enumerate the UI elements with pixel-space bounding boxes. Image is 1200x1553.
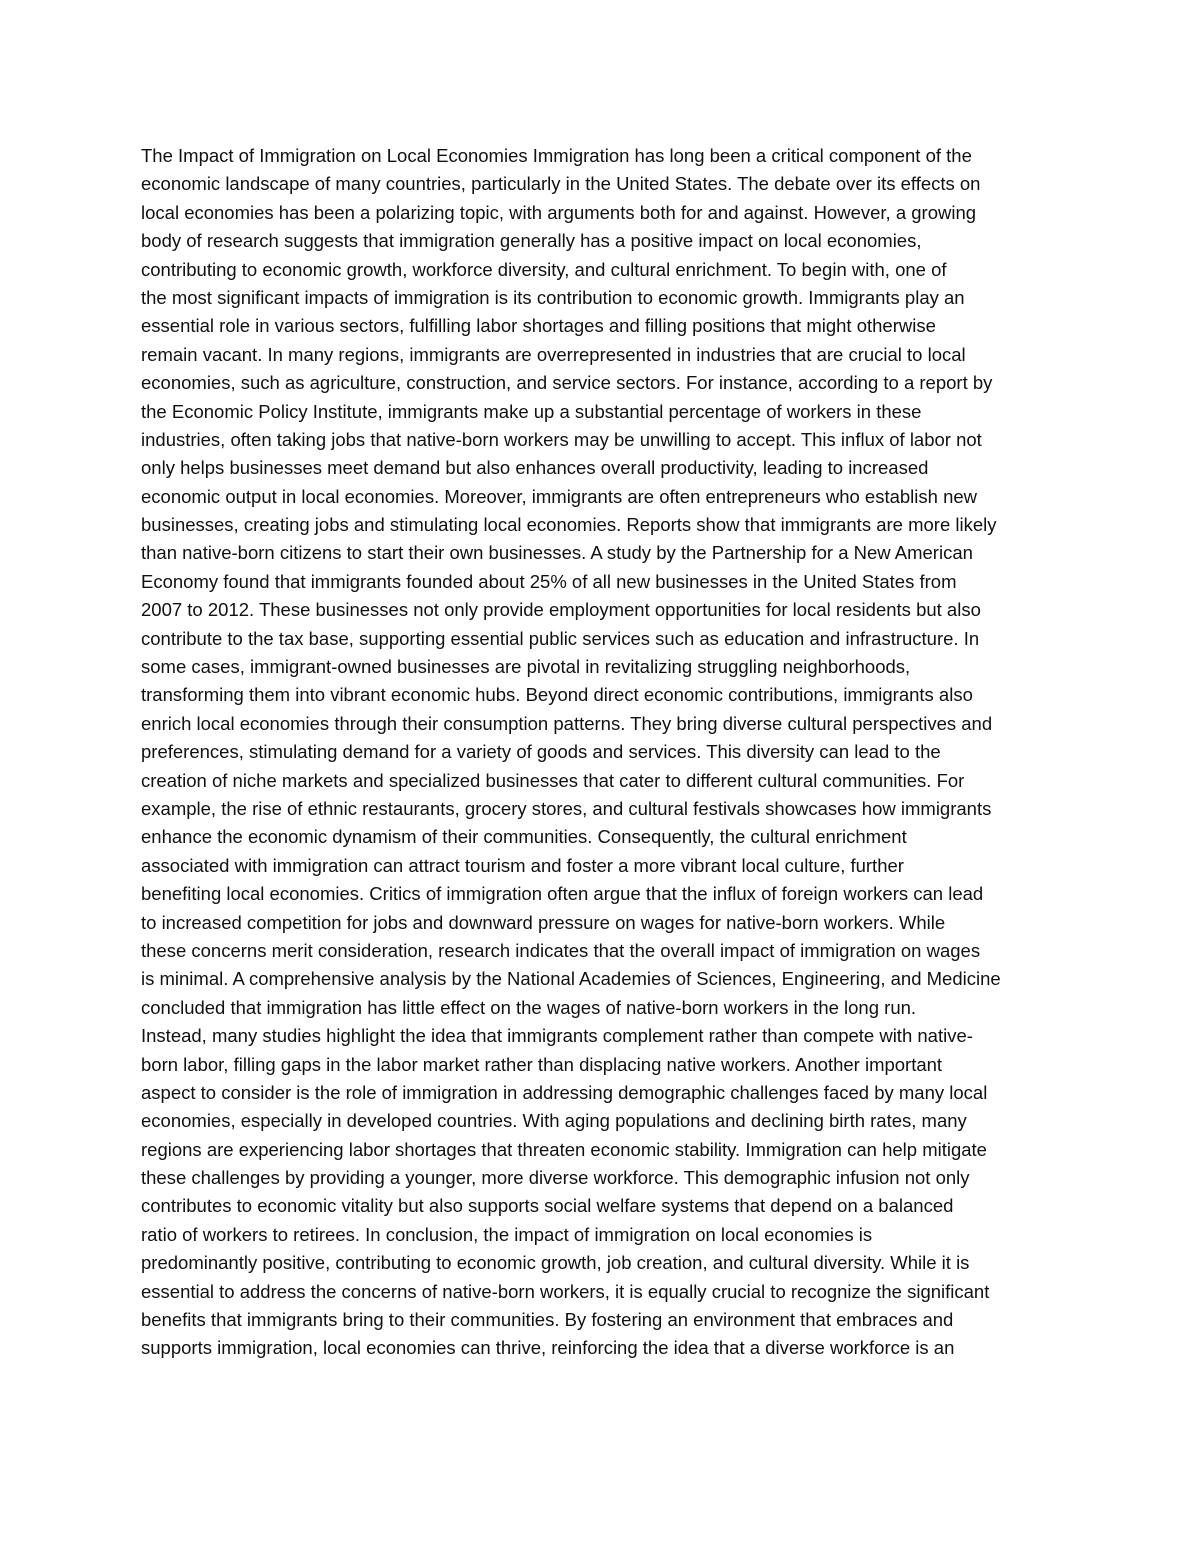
- text-line: born labor, filling gaps in the labor market rather than displacing native workers. Another important: [141, 1053, 943, 1075]
- text-line: some cases, immigrant-owned businesses are pivotal in revitalizing struggling neighborhoods,: [141, 656, 911, 678]
- text-line: to increased competition for jobs and downward pressure on wages for native-born workers. While: [141, 911, 946, 933]
- text-line: body of research suggests that immigration generally has a positive impact on local economies,: [141, 230, 922, 252]
- text-line: contributes to economic vitality but also supports social welfare systems that depend on a balanced: [141, 1195, 954, 1217]
- essay-body: [141, 142, 1071, 1363]
- text-line: the Economic Policy Institute, immigrants make up a substantial percentage of workers in these: [141, 400, 922, 422]
- text-line: benefits that immigrants bring to their communities. By fostering an environment that embraces and: [141, 1309, 954, 1331]
- text-line: transforming them into vibrant economic hubs. Beyond direct economic contributions, immigrants also: [141, 684, 973, 706]
- text-line: supports immigration, local economies can thrive, reinforcing the idea that a diverse workforce is an: [141, 1337, 955, 1359]
- text-line: Economy found that immigrants founded about 25% of all new businesses in the United States from: [141, 570, 957, 592]
- text-line: economies, especially in developed countries. With aging populations and declining birth rates, many: [141, 1110, 967, 1132]
- text-line: is minimal. A comprehensive analysis by the National Academies of Sciences, Engineering, and Medicine: [141, 968, 1001, 990]
- text-line: contribute to the tax base, supporting essential public services such as education and infrastructure. In: [141, 627, 980, 649]
- text-line: concluded that immigration has little effect on the wages of native-born workers in the long run.: [141, 996, 917, 1018]
- text-line: creation of niche markets and specialized businesses that cater to different cultural communities. For: [141, 769, 965, 791]
- text-line: predominantly positive, contributing to economic growth, job creation, and cultural diversity. While it is: [141, 1252, 970, 1274]
- text-line: example, the rise of ethnic restaurants, grocery stores, and cultural festivals showcases how immigrants: [141, 797, 992, 819]
- text-line: contributing to economic growth, workforce diversity, and cultural enrichment. To begin with, one of: [141, 258, 947, 280]
- text-line: businesses, creating jobs and stimulating local economies. Reports show that immigrants are more likely: [141, 514, 997, 536]
- text-line: the most significant impacts of immigration is its contribution to economic growth. Immigrants play an: [141, 286, 965, 308]
- text-line: these challenges by providing a younger, more diverse workforce. This demographic infusion not only: [141, 1167, 970, 1189]
- text-line: essential role in various sectors, fulfilling labor shortages and filling positions that might otherwise: [141, 315, 936, 337]
- text-line: enrich local economies through their consumption patterns. They bring diverse cultural perspectives and: [141, 712, 993, 734]
- text-line: The Impact of Immigration on Local Economies Immigration has long been a critical component of the: [141, 145, 972, 166]
- text-line: economic output in local economies. Moreover, immigrants are often entrepreneurs who establish new: [141, 485, 978, 507]
- text-line: ratio of workers to retirees. In conclusion, the impact of immigration on local economies is: [141, 1223, 873, 1245]
- text-line: essential to address the concerns of native-born workers, it is equally crucial to recognize the significant: [141, 1280, 990, 1302]
- text-line: only helps businesses meet demand but also enhances overall productivity, leading to increased: [141, 457, 929, 479]
- text-line: local economies has been a polarizing topic, with arguments both for and against. However, a growing: [141, 201, 977, 223]
- text-line: than native-born citizens to start their own businesses. A study by the Partnership for a New American: [141, 542, 973, 564]
- text-line: associated with immigration can attract tourism and foster a more vibrant local culture, further: [141, 854, 904, 876]
- text-line: preferences, stimulating demand for a variety of goods and services. This diversity can lead to the: [141, 741, 941, 763]
- text-line: benefiting local economies. Critics of immigration often argue that the influx of foreign workers can lead: [141, 883, 984, 905]
- text-line: Instead, many studies highlight the idea that immigrants complement rather than compete with native-: [141, 1025, 973, 1047]
- text-line: remain vacant. In many regions, immigrants are overrepresented in industries that are crucial to local: [141, 343, 966, 365]
- text-line: economies, such as agriculture, construction, and service sectors. For instance, according to a report by: [141, 372, 993, 394]
- text-line: industries, often taking jobs that native-born workers may be unwilling to accept. This influx of labor not: [141, 428, 982, 450]
- text-line: enhance the economic dynamism of their communities. Consequently, the cultural enrichment: [141, 826, 907, 848]
- text-line: these concerns merit consideration, research indicates that the overall impact of immigration on wages: [141, 939, 981, 961]
- text-line: economic landscape of many countries, particularly in the United States. The debate over its effects on: [141, 173, 981, 195]
- text-line: 2007 to 2012. These businesses not only provide employment opportunities for local residents but also: [141, 599, 981, 621]
- text-line: aspect to consider is the role of immigration in addressing demographic challenges faced by many local: [141, 1081, 988, 1103]
- text-line: regions are experiencing labor shortages that threaten economic stability. Immigration can help mitigate: [141, 1138, 987, 1160]
